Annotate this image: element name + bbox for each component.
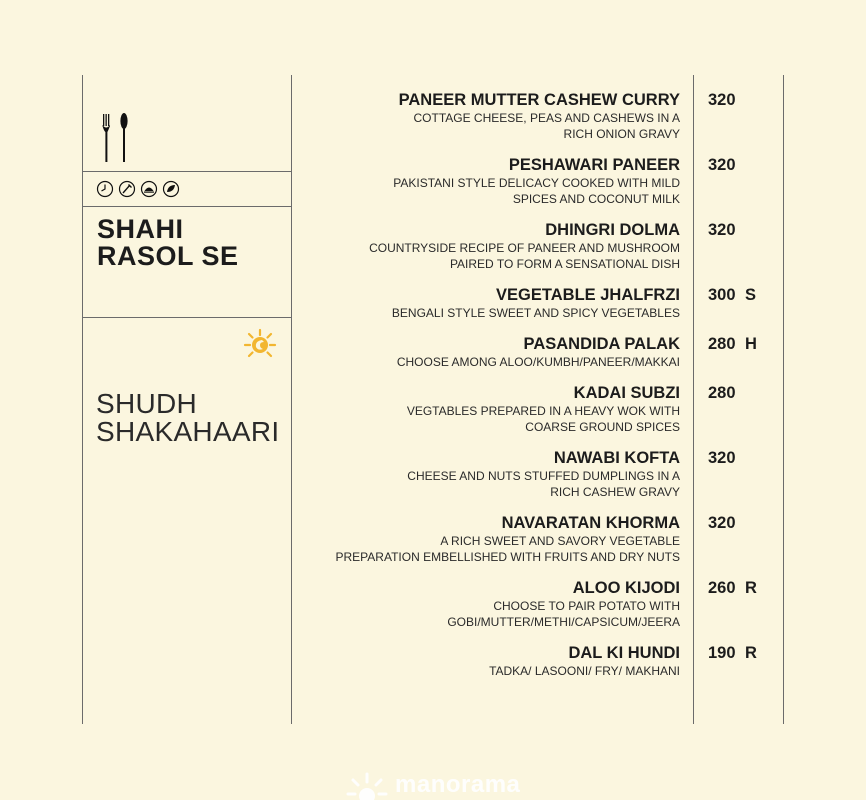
menu-list	[320, 91, 770, 693]
dish-price: 190	[708, 644, 736, 662]
menu-item	[320, 449, 770, 500]
dish-tag: R	[745, 644, 757, 662]
dish-name: DAL KI HUNDI	[568, 644, 680, 662]
category-title: SHUDH SHAKAHAARI	[96, 388, 280, 447]
dish-price: 320	[708, 156, 736, 174]
dish-info-icons	[96, 180, 180, 198]
left-column-border	[82, 75, 83, 724]
dish-price: 280	[708, 384, 736, 402]
dish-name: PASANDIDA PALAK	[523, 335, 680, 353]
watermark-text: manorama	[395, 771, 521, 798]
dish-name: PANEER MUTTER CASHEW CURRY	[398, 91, 680, 109]
dish-name: ALOO KIJODI	[572, 579, 680, 597]
watermark-logo-icon	[345, 770, 389, 800]
menu-item	[320, 644, 770, 679]
dish-name: NAWABI KOFTA	[553, 449, 680, 467]
dish-price: 320	[708, 221, 736, 239]
dish-price: 260	[708, 579, 736, 597]
menu-item	[320, 91, 770, 142]
left-column-divider	[291, 75, 292, 724]
menu-item	[320, 221, 770, 272]
dish-tag: S	[745, 286, 757, 304]
dish-description: COTTAGE CHEESE, PEAS AND CASHEWS IN A RICH ONION GRAVY	[413, 111, 680, 141]
section-divider	[82, 317, 292, 318]
serving-dish-icon	[140, 180, 158, 198]
dish-tag: H	[745, 335, 757, 353]
dish-price: 320	[708, 514, 736, 532]
dish-tag: R	[745, 579, 757, 597]
dish-name: PESHAWARI PANEER	[508, 156, 680, 174]
dish-description: A RICH SWEET AND SAVORY VEGETABLE PREPARATION EMBELLISHED WITH FRUITS AND DRY NUTS	[335, 534, 680, 564]
cutlery-icon	[98, 112, 132, 164]
dish-name: VEGETABLE JHALFRZI	[496, 286, 680, 304]
dish-description: PAKISTANI STYLE DELICACY COOKED WITH MILD SPICES AND COCONUT MILK	[393, 176, 680, 206]
right-column-border	[783, 75, 784, 724]
menu-item	[320, 579, 770, 630]
cooking-icon	[118, 180, 136, 198]
menu-item	[320, 514, 770, 565]
dish-description: CHEESE AND NUTS STUFFED DUMPLINGS IN A RICH CASHEW GRAVY	[407, 469, 680, 499]
menu-item	[320, 335, 770, 370]
dish-name: KADAI SUBZI	[573, 384, 680, 402]
dish-description: CHOOSE TO PAIR POTATO WITH GOBI/MUTTER/METHI/CAPSICUM/JEERA	[447, 599, 680, 629]
menu-item	[320, 156, 770, 207]
cutlery-divider	[82, 171, 292, 172]
dish-description: BENGALI STYLE SWEET AND SPICY VEGETABLES	[391, 306, 680, 320]
clock-icon	[96, 180, 114, 198]
dish-price: 300	[708, 286, 736, 304]
dish-name: NAVARATAN KHORMA	[501, 514, 680, 532]
menu-item	[320, 286, 770, 321]
dish-price: 320	[708, 91, 736, 109]
sun-icon	[243, 328, 277, 360]
menu-item	[320, 384, 770, 435]
icons-divider	[82, 206, 292, 207]
watermark	[345, 770, 520, 800]
leaf-icon	[162, 180, 180, 198]
dish-name: DHINGRI DOLMA	[545, 221, 680, 239]
dish-description: TADKA/ LASOONI/ FRY/ MAKHANI	[489, 664, 680, 678]
dish-description: CHOOSE AMONG ALOO/KUMBH/PANEER/MAKKAI	[396, 355, 680, 369]
dish-price: 280	[708, 335, 736, 353]
section-title: SHAHI RASOL SE	[97, 214, 239, 271]
dish-description: VEGTABLES PREPARED IN A HEAVY WOK WITH COARSE GROUND SPICES	[406, 404, 680, 434]
dish-description: COUNTRYSIDE RECIPE OF PANEER AND MUSHROOM PAIRED TO FORM A SENSATIONAL DISH	[369, 241, 680, 271]
dish-price: 320	[708, 449, 736, 467]
